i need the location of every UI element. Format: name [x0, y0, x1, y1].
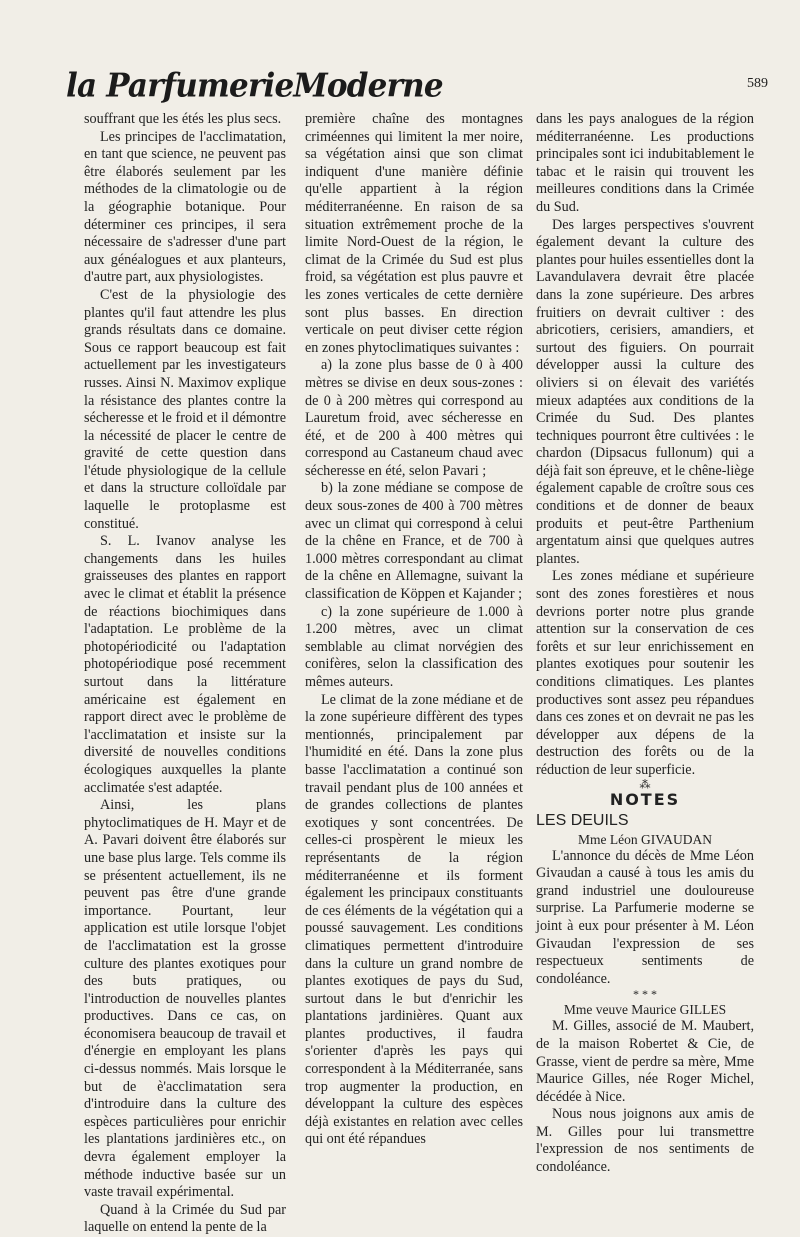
- column-3: [536, 111, 754, 1177]
- paragraph: Ainsi, les plans phytoclimatiques de H. Mayr et de A. Pavari doivent être élaborés sur une base plus large. Tels comme ils se présentent actuellement, ils ne peuvent pas être d'une grande importance. Pourtant, leur application est utile lorsque l'objet de l'acclimatation est la grosse culture des plantes exotiques pour des buts pratiques, ou l'introduction de nouvelles plantes productives. Dans ce cas, on économisera beaucoup de travail et d'énergie en employant les plans ci-dessus nommés. Mais lorsque le but de è'acclimatation sera d'introduire dans la culture des espèces particulières pour enrichir les plantations jardinières etc., on devra également employer la méthode inductive basée sur un vaste travail expérimental.: [84, 797, 286, 1201]
- separator-asterisks: * * *: [633, 987, 657, 1002]
- obituary-name-givaudan: Mme Léon GIVAUDAN: [578, 831, 712, 847]
- paragraph: Les zones médiane et supérieure sont des zones forestières et nous devrions porter notre plus grande attention sur la conservation de ces forêts et sur leur enrichissement en plantes exotiques pour soutenir les conditions climatiques. Les plantes productives sont assez peu répandues dans ces zones et on devrait ne pas les développer aux dépens de la destruction des forêts ou de la réduction de leur superficie.: [536, 568, 754, 778]
- column-2: [305, 111, 523, 1149]
- masthead-logo: la ParfumerieModerne: [66, 67, 443, 105]
- column-1: [84, 111, 286, 1237]
- paragraph: première chaîne des montagnes criméennes qui limitent la mer noire, sa végétation ainsi que son climat indiquent d'une manière définie qu'elle appartient à la région méditerranéenne. En raison de sa situation extrêmement proche de la limite Nord-Ouest de la région, le climat de la Crimée du Sud est plus froid, sa végétation est plus pauvre et les zones verticales de cette dernière sont plus basses. En direction verticale on peut diviser cette région en zones phytoclimatiques suivantes :: [305, 111, 523, 356]
- paragraph: souffrant que les étés les plus secs.: [84, 111, 282, 127]
- paragraph: dans les pays analogues de la région méditerranéenne. Les productions principales sont ici indubitablement le tabac et le raisin qui trouvent les meilleures conditions dans la Crimée du Sud.: [536, 111, 754, 215]
- paragraph: Quand à la Crimée du Sud par laquelle on entend la pente de la: [84, 1201, 286, 1236]
- page-number: 589: [747, 76, 768, 91]
- obituary-text-givaudan: L'annonce du décès de Mme Léon Givaudan a causé à tous les amis du grand industriel une douloureuse surprise. La Parfumerie moderne se joint à eux pour présenter à M. Léon Givaudan l'expression de ses respectueux sentiments de condoléance.: [536, 847, 754, 987]
- section-heading-deuils: LES DEUILS: [536, 811, 629, 829]
- notes-title: NOTES: [609, 789, 681, 809]
- obituary-text-gilles-2: Nous nous joignons aux amis de M. Gilles pour lui transmettre l'expression de nos sentiments de condoléance.: [536, 1106, 754, 1176]
- paragraph: c) la zone supérieure de 1.000 à 1.200 mètres, avec un climat semblable au climat norvégien des conifères, selon la classification des mêmes auteurs.: [305, 603, 523, 690]
- paragraph: Des larges perspectives s'ouvrent également devant la culture des plantes pour huiles essentielles dont la Lavandulavera devrait être placée dans la zone supérieure. Des arbres fruitiers on devrait cultiver : des abricotiers, cerisiers, amandiers, et surtout des figuiers. On pourrait développer aussi la culture des oliviers si on élevait des variétés mieux adaptées aux conditions de la Crimée du Sud. Des plantes techniques pourront être cultivées : le chardon (Dipsacus fullonum) qui a déjà fait son épreuve, et le chêne-liège également capable de croître sous ces conditions et de donner de beaux produits et peut-être Parthenium argentatum ainsi que quelques autres plantes.: [536, 216, 754, 567]
- obituary-name-gilles: Mme veuve Maurice GILLES: [563, 1002, 727, 1018]
- paragraph: b) la zone médiane se compose de deux sous-zones de 400 à 700 mètres avec un climat qui correspond à celui de la chêne en France, et de 700 à 1.000 mètres correspondant au climat de la chêne en Allemagne, suivant la classification de Köppen et Kajander ;: [305, 480, 523, 603]
- paragraph: C'est de la physiologie des plantes qu'il faut attendre les plus grands résultats dans ce domaine. Sous ce rapport beaucoup est fait actuellement par les investigateurs russes. Ainsi N. Maximov explique la résistance des plantes contre la sécheresse et le froid et il démontre la nécessité de placer le centre de gravité de cette question dans l'étude physiologique de la cellule et dans la structure colloïdale par laquelle le protoplasme est constitué.: [84, 286, 286, 532]
- obituary-text-gilles: M. Gilles, associé de M. Maubert, de la maison Robertet & Cie, de Grasse, vient de perdre sa mère, Mme Maurice Gilles, née Roger Michel, décédée à Nice.: [536, 1018, 754, 1105]
- paragraph: S. L. Ivanov analyse les changements dans les huiles graisseuses des plantes en rapport avec le climat et établit la présence de réactions biochimiques dans l'adaptation. Le problème de la photopériodicité ou l'adaptation photopériodique posé recemment surtout dans la littérature américaine est également en rapport direct avec le problème de l'acclimatation et insiste sur la diversité de nouvelles conditions écologiques auxquelles la plante acclimatée s'est adaptée.: [84, 533, 286, 796]
- paragraph: Les principes de l'acclimatation, en tant que science, ne peuvent pas être élaborés seulement par les méthodes de la climatologie ou de la géographie botanique. Pour déterminer ces principes, il sera nécessaire de s'adresser d'une part aux généalogues et aux planteurs, d'autre part, aux physiologistes.: [84, 128, 286, 286]
- paragraph: a) la zone plus basse de 0 à 400 mètres se divise en deux sous-zones : de 0 à 200 mètres qui correspond au Lauretum froid, avec sécheresse en été, et de 200 à 400 mètres qui correspond au Castaneum chaud avec sécheresse en été, selon Pavari ;: [305, 357, 523, 479]
- paragraph: Le climat de la zone médiane et de la zone supérieure diffèrent des types mentionnés, principalement par l'humidité en été. Dans la zone plus basse l'acclimatation a continué son travail pendant plus de 100 années et de grandes collections de plantes exotiques y sont concentrées. De celles-ci prospèrent le mieux les représentants de la région méditerranéenne et ils forment également les principaux constituants de ces éléments de la végétation qui a poussé sauvagement. Les conditions climatiques permettent d'introduire dans la culture un grand nombre de plantes exotiques de pays du Sud, surtout dans le but d'enrichir les plantations jardinières. Quant aux plantes productives, il faudra s'orienter d'après les pays qui correspondent à la Méditerranée, sans trop augmenter la production, en développant la culture des espèces déjà existantes en relation avec celles qui ont été répandues: [305, 691, 523, 1148]
- asterism-ornament: ⁂: [639, 778, 651, 791]
